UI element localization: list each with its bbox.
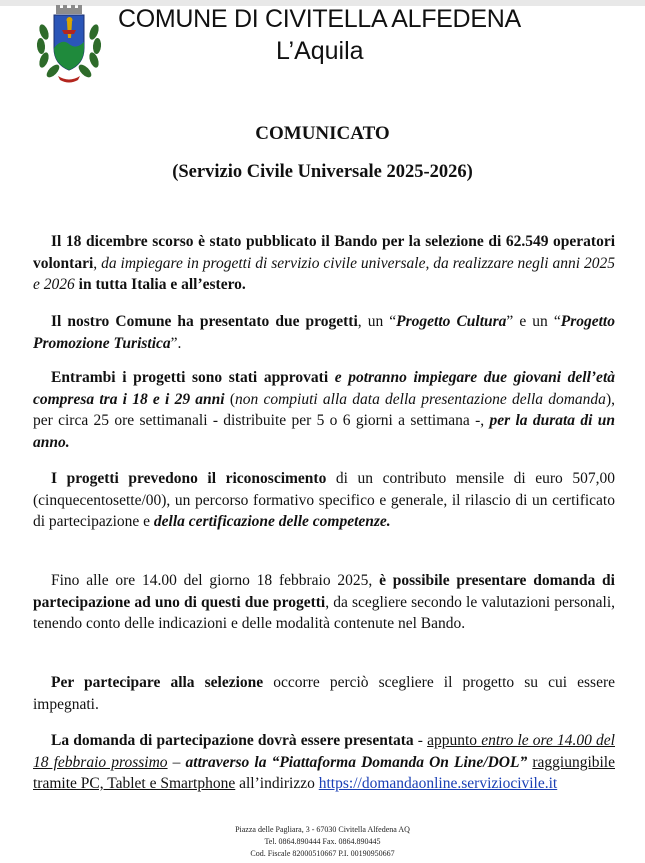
paragraph-deadline bbox=[33, 570, 615, 635]
text-bold: Il 18 dicembre scorso è stato pubblicato il Bando per la selezione di 62.549 operatori volontari bbox=[33, 233, 615, 272]
text-bold: in tutta Italia e all’estero. bbox=[74, 276, 246, 294]
text-bold: Entrambi i progetti sono stati approvati bbox=[51, 369, 329, 386]
municipal-crest-icon bbox=[34, 4, 104, 84]
dol-platform-link[interactable]: https://domandaonline.serviziocivile.it bbox=[318, 775, 558, 793]
text-bold-italic: attraverso la “Piattaforma Domanda On Line/DOL” bbox=[185, 753, 528, 771]
text-italic: da impiegare in progetti di servizio civile universale, da realizzare negli anni 2025 e 2026 bbox=[33, 254, 615, 294]
text-plain: ( bbox=[224, 390, 235, 408]
text-underline-italic: entro le ore 14.00 del 18 febbraio prossimo bbox=[33, 732, 615, 771]
text-underline: appunto bbox=[427, 732, 482, 749]
text-bold: è possibile presentare domanda di partecipazione ad uno di questi due progetti bbox=[33, 572, 615, 611]
text-plain: , bbox=[93, 254, 102, 272]
paragraph-application bbox=[33, 730, 615, 795]
text-bold: I progetti prevedono il riconoscimento bbox=[51, 470, 327, 487]
document-subheading: (Servizio Civile Universale 2025-2026) bbox=[172, 162, 473, 182]
text-plain: - bbox=[413, 732, 428, 749]
text-bold-italic: e potranno impiegare due giovani dell’età compresa tra i 18 e i 29 anni bbox=[33, 369, 615, 408]
text-bold: Per partecipare alla selezione bbox=[51, 674, 264, 691]
text-plain: di un contributo mensile di euro 507,00 (cinquecentosette/00), un percorso formativo specifico e generale, il rilascio di un certificato di partecipazione e bbox=[33, 470, 616, 531]
paragraph-approval bbox=[33, 367, 615, 453]
footer-address: Piazza delle Pagliara, 3 - 67030 Civitella Alfedena AQ bbox=[235, 825, 410, 834]
text-italic: non compiuti alla data della presentazione della domanda bbox=[234, 390, 606, 408]
text-bold-italic: della certificazione delle competenze. bbox=[153, 513, 391, 531]
text-plain: ”. bbox=[170, 334, 182, 352]
text-bold: Il nostro Comune ha presentato due progetti bbox=[51, 313, 358, 330]
text-plain: all’indirizzo bbox=[235, 775, 319, 793]
paragraph-selection bbox=[33, 672, 615, 715]
text-plain: ” e un “ bbox=[506, 313, 561, 330]
footer-tax-codes: Cod. Fiscale 82000510667 P.I. 00190950667 bbox=[250, 849, 395, 858]
text-bold-italic: Progetto Promozione Turistica bbox=[33, 313, 615, 352]
text-plain: – bbox=[167, 753, 186, 771]
text-bold: La domanda di partecipazione dovrà essere presentata bbox=[51, 732, 414, 749]
text-plain: , un “ bbox=[357, 313, 397, 330]
footer-phone: Tel. 0864.890444 Fax. 0864.890445 bbox=[264, 837, 381, 846]
document-heading: COMUNICATO bbox=[255, 123, 390, 144]
municipality-title: COMUNE DI CIVITELLA ALFEDENA bbox=[118, 5, 521, 33]
paragraph-benefits bbox=[33, 468, 615, 533]
paragraph-announcement bbox=[33, 231, 615, 296]
text-bold-italic: Progetto Cultura bbox=[396, 313, 507, 330]
text-underline: raggiungibile tramite PC, Tablet e Smartphone bbox=[33, 753, 615, 793]
text-plain: ), per circa 25 ore settimanali - distribuite per 5 o 6 giorni a settimana -, bbox=[33, 390, 615, 430]
municipality-province: L’Aquila bbox=[276, 37, 364, 65]
text-plain: Fino alle ore 14.00 del giorno 18 febbraio 2025, bbox=[51, 572, 380, 589]
paragraph-projects bbox=[33, 311, 615, 354]
text-plain: occorre perciò scegliere il progetto su cui essere impegnati. bbox=[33, 674, 615, 713]
text-bold-italic: per la durata di un anno. bbox=[33, 412, 615, 451]
text-plain: , da scegliere secondo le valutazioni personali, tenendo conto delle indicazioni e delle modalità contenute nel Bando. bbox=[33, 593, 615, 633]
